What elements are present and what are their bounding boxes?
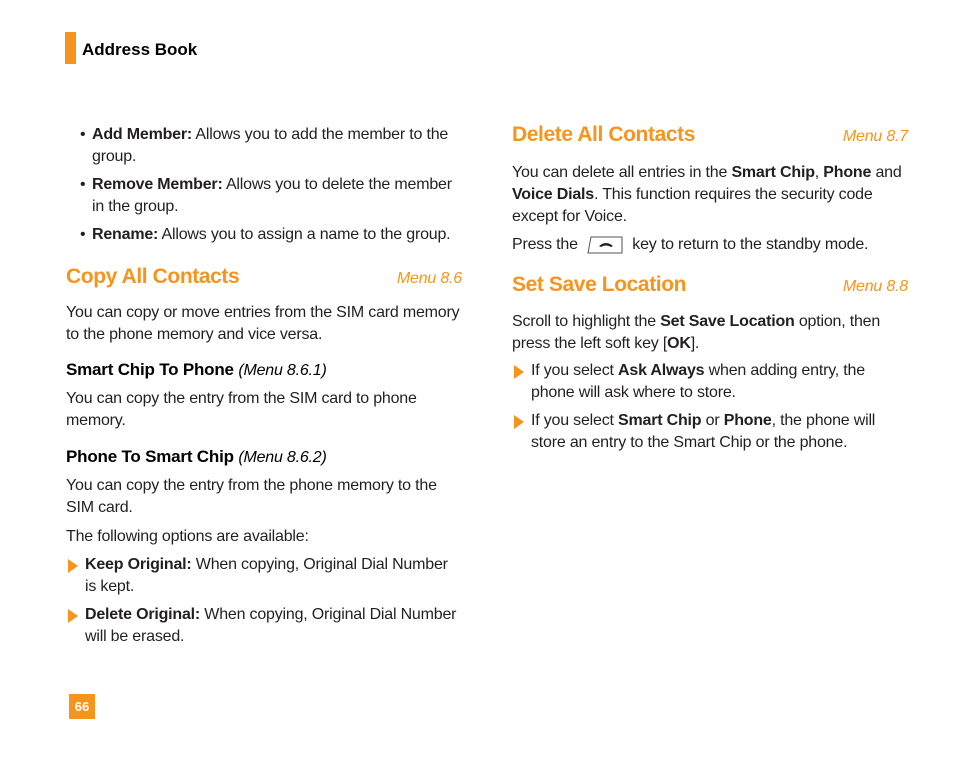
- options-intro: The following options are available:: [66, 528, 309, 545]
- text-bold: Smart Chip: [731, 164, 815, 181]
- delete-all-contacts-body: [512, 162, 908, 228]
- option-delete-original: [66, 604, 462, 648]
- section-menu-number: Menu 8.8: [842, 278, 908, 295]
- text-run: ,: [814, 164, 824, 181]
- end-key-instruction: [512, 234, 908, 256]
- header-accent-bar: [65, 32, 76, 64]
- section-menu-number: Menu 8.6: [396, 270, 462, 287]
- bullet-dot-icon: •: [80, 176, 86, 193]
- save-option-ask-always: [512, 360, 908, 404]
- text-bold: Phone: [823, 164, 872, 181]
- left-column: [66, 124, 462, 654]
- text-run: key to return to the standby mode.: [632, 236, 869, 253]
- set-save-location-body: [512, 311, 908, 355]
- text-run: You can delete all entries in the: [512, 164, 732, 181]
- text-bold: OK: [667, 335, 691, 352]
- bullet-text: Allows you to add the member to the group.: [92, 126, 449, 165]
- subhead-menu-number: (Menu 8.6.1): [238, 362, 327, 379]
- subhead-title: Phone To Smart Chip: [66, 447, 234, 466]
- text-bold: Smart Chip: [618, 412, 702, 429]
- page-number: 66: [69, 694, 95, 719]
- text-run: If you select: [531, 362, 619, 379]
- text-run: . This function requires the security code except for Voice.: [512, 186, 873, 225]
- smart-chip-to-phone-heading: [66, 359, 462, 382]
- bullet-text: Allows you to assign a name to the group.: [158, 226, 451, 243]
- text-run: Scroll to highlight the: [512, 313, 661, 330]
- bullet-term: Remove Member:: [92, 176, 223, 193]
- section-title: Delete All Contacts: [512, 123, 695, 146]
- text-bold: Ask Always: [618, 362, 705, 379]
- option-keep-original: [66, 554, 462, 598]
- copy-all-contacts-heading: [66, 266, 462, 290]
- arrow-bullet-icon: [68, 559, 78, 573]
- section-title: Set Save Location: [512, 273, 687, 296]
- bullet-term: Rename:: [92, 226, 159, 243]
- save-option-smart-chip-or-phone: [512, 410, 908, 454]
- arrow-bullet-icon: [68, 609, 78, 623]
- bullet-remove-member: [66, 174, 462, 218]
- phone-to-smart-chip-heading: [66, 446, 462, 469]
- bullet-dot-icon: •: [80, 226, 86, 243]
- header-title: Address Book: [82, 40, 198, 59]
- right-column: [512, 124, 908, 460]
- text-run: when adding entry, the phone will ask where to store.: [531, 362, 865, 401]
- bullet-rename: [66, 224, 462, 246]
- text-bold: Set Save Location: [660, 313, 795, 330]
- arrow-bullet-icon: [514, 415, 524, 429]
- bullet-term: Add Member:: [92, 126, 193, 143]
- text-run: , the phone will store an entry to the Smart Chip or the phone.: [531, 412, 876, 451]
- text-run: If you select: [531, 412, 619, 429]
- bullet-text: Allows you to delete the member in the group.: [92, 176, 452, 215]
- text-run: option, then press the left soft key [: [512, 313, 881, 352]
- subhead-menu-number: (Menu 8.6.2): [238, 449, 327, 466]
- smart-chip-to-phone-body: You can copy the entry from the SIM card to phone memory.: [66, 390, 417, 429]
- subhead-title: Smart Chip To Phone: [66, 360, 234, 379]
- set-save-location-heading: [512, 274, 908, 298]
- option-term: Keep Original:: [85, 556, 192, 573]
- option-text: When copying, Original Dial Number will be erased.: [85, 606, 457, 645]
- delete-all-contacts-heading: [512, 124, 908, 148]
- copy-all-contacts-body: You can copy or move entries from the SIM card memory to the phone memory and vice versa.: [66, 304, 460, 343]
- bullet-add-member: [66, 124, 462, 168]
- phone-to-smart-chip-body: You can copy the entry from the phone memory to the SIM card.: [66, 477, 437, 516]
- section-menu-number: Menu 8.7: [842, 128, 908, 145]
- arrow-bullet-icon: [514, 365, 524, 379]
- bullet-dot-icon: •: [80, 126, 86, 143]
- text-bold: Phone: [723, 412, 772, 429]
- text-run: ].: [690, 335, 700, 352]
- end-key-icon: [586, 235, 624, 255]
- text-bold: Voice Dials: [512, 186, 594, 203]
- text-run: or: [701, 412, 724, 429]
- option-term: Delete Original:: [85, 606, 201, 623]
- text-run: Press the: [512, 236, 578, 253]
- section-title: Copy All Contacts: [66, 265, 240, 288]
- text-run: and: [871, 164, 902, 181]
- option-text: When copying, Original Dial Number is kept.: [85, 556, 448, 595]
